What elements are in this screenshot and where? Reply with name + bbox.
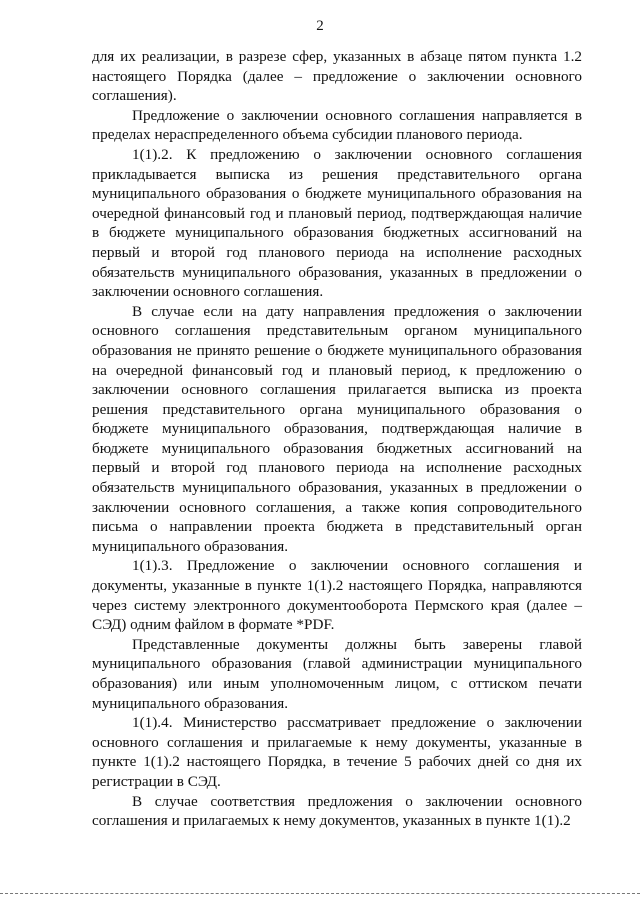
paragraph: В случае если на дату направления предложения о заключении основного соглашения представительным органом муниципального образования не принято решение о бюджете муниципального образования на очередной финансовый год и плановый период, к предложению о заключении основного соглашения прилагается выписка из проекта решения представительного органа муниципального образования о бюджете муниципального образования, подтверждающая наличие в бюджете муниципального образования бюджетных ассигнований на первый и второй год планового периода на исполнение расходных обязательств муниципального образования, указанных в предложении о заключении основного соглашения, а также копия сопроводительного письма о направлении проекта бюджета в представительный орган муниципального образования. bbox=[92, 302, 582, 555]
paragraph-clause-1-1-4: 1(1).4. Министерство рассматривает предложение о заключении основного соглашения и прилагаемые к нему документы, указанные в пункте 1(1).2 настоящего Порядка, в течение 5 рабочих дней со дня их регистрации в СЭД. bbox=[92, 714, 582, 790]
paragraph: Представленные документы должны быть заверены главой муниципального образования (главой администрации муниципального образования) или иным уполномоченным лицом, с оттиском печати муниципального образования. bbox=[92, 635, 582, 712]
paragraph-clause-1-1-2: 1(1).2. К предложению о заключении основного соглашения прикладывается выписка из решения представительного органа муниципального образования о бюджете муниципального образования на очередной финансовый год и плановый период, подтверждающая наличие в бюджете муниципального образования бюджетных ассигнований на первый и второй год планового периода на исполнение расходных обязательств муниципального образования, указанных в предложении о заключении основного соглашения. bbox=[92, 145, 582, 301]
page-bottom-edge bbox=[0, 893, 640, 894]
document-body bbox=[92, 47, 582, 831]
page-number: 2 bbox=[316, 18, 324, 34]
paragraph-continuation: для их реализации, в разрезе сфер, указанных в абзаце пятом пункта 1.2 настоящего Порядка (далее – предложение о заключении основного соглашения). bbox=[92, 48, 582, 105]
paragraph-clause-1-1-3: 1(1).3. Предложение о заключении основного соглашения и документы, указанные в пункте 1(1).2 настоящего Порядка, направляются через систему электронного документооборота Пермского края (далее – СЭД) одним файлом в формате *PDF. bbox=[92, 557, 582, 634]
paragraph: Предложение о заключении основного соглашения направляется в пределах нераспределенного объема субсидии планового периода. bbox=[92, 106, 582, 144]
paragraph: В случае соответствия предложения о заключении основного соглашения и прилагаемых к нему документов, указанных в пункте 1(1).2 bbox=[92, 792, 582, 830]
